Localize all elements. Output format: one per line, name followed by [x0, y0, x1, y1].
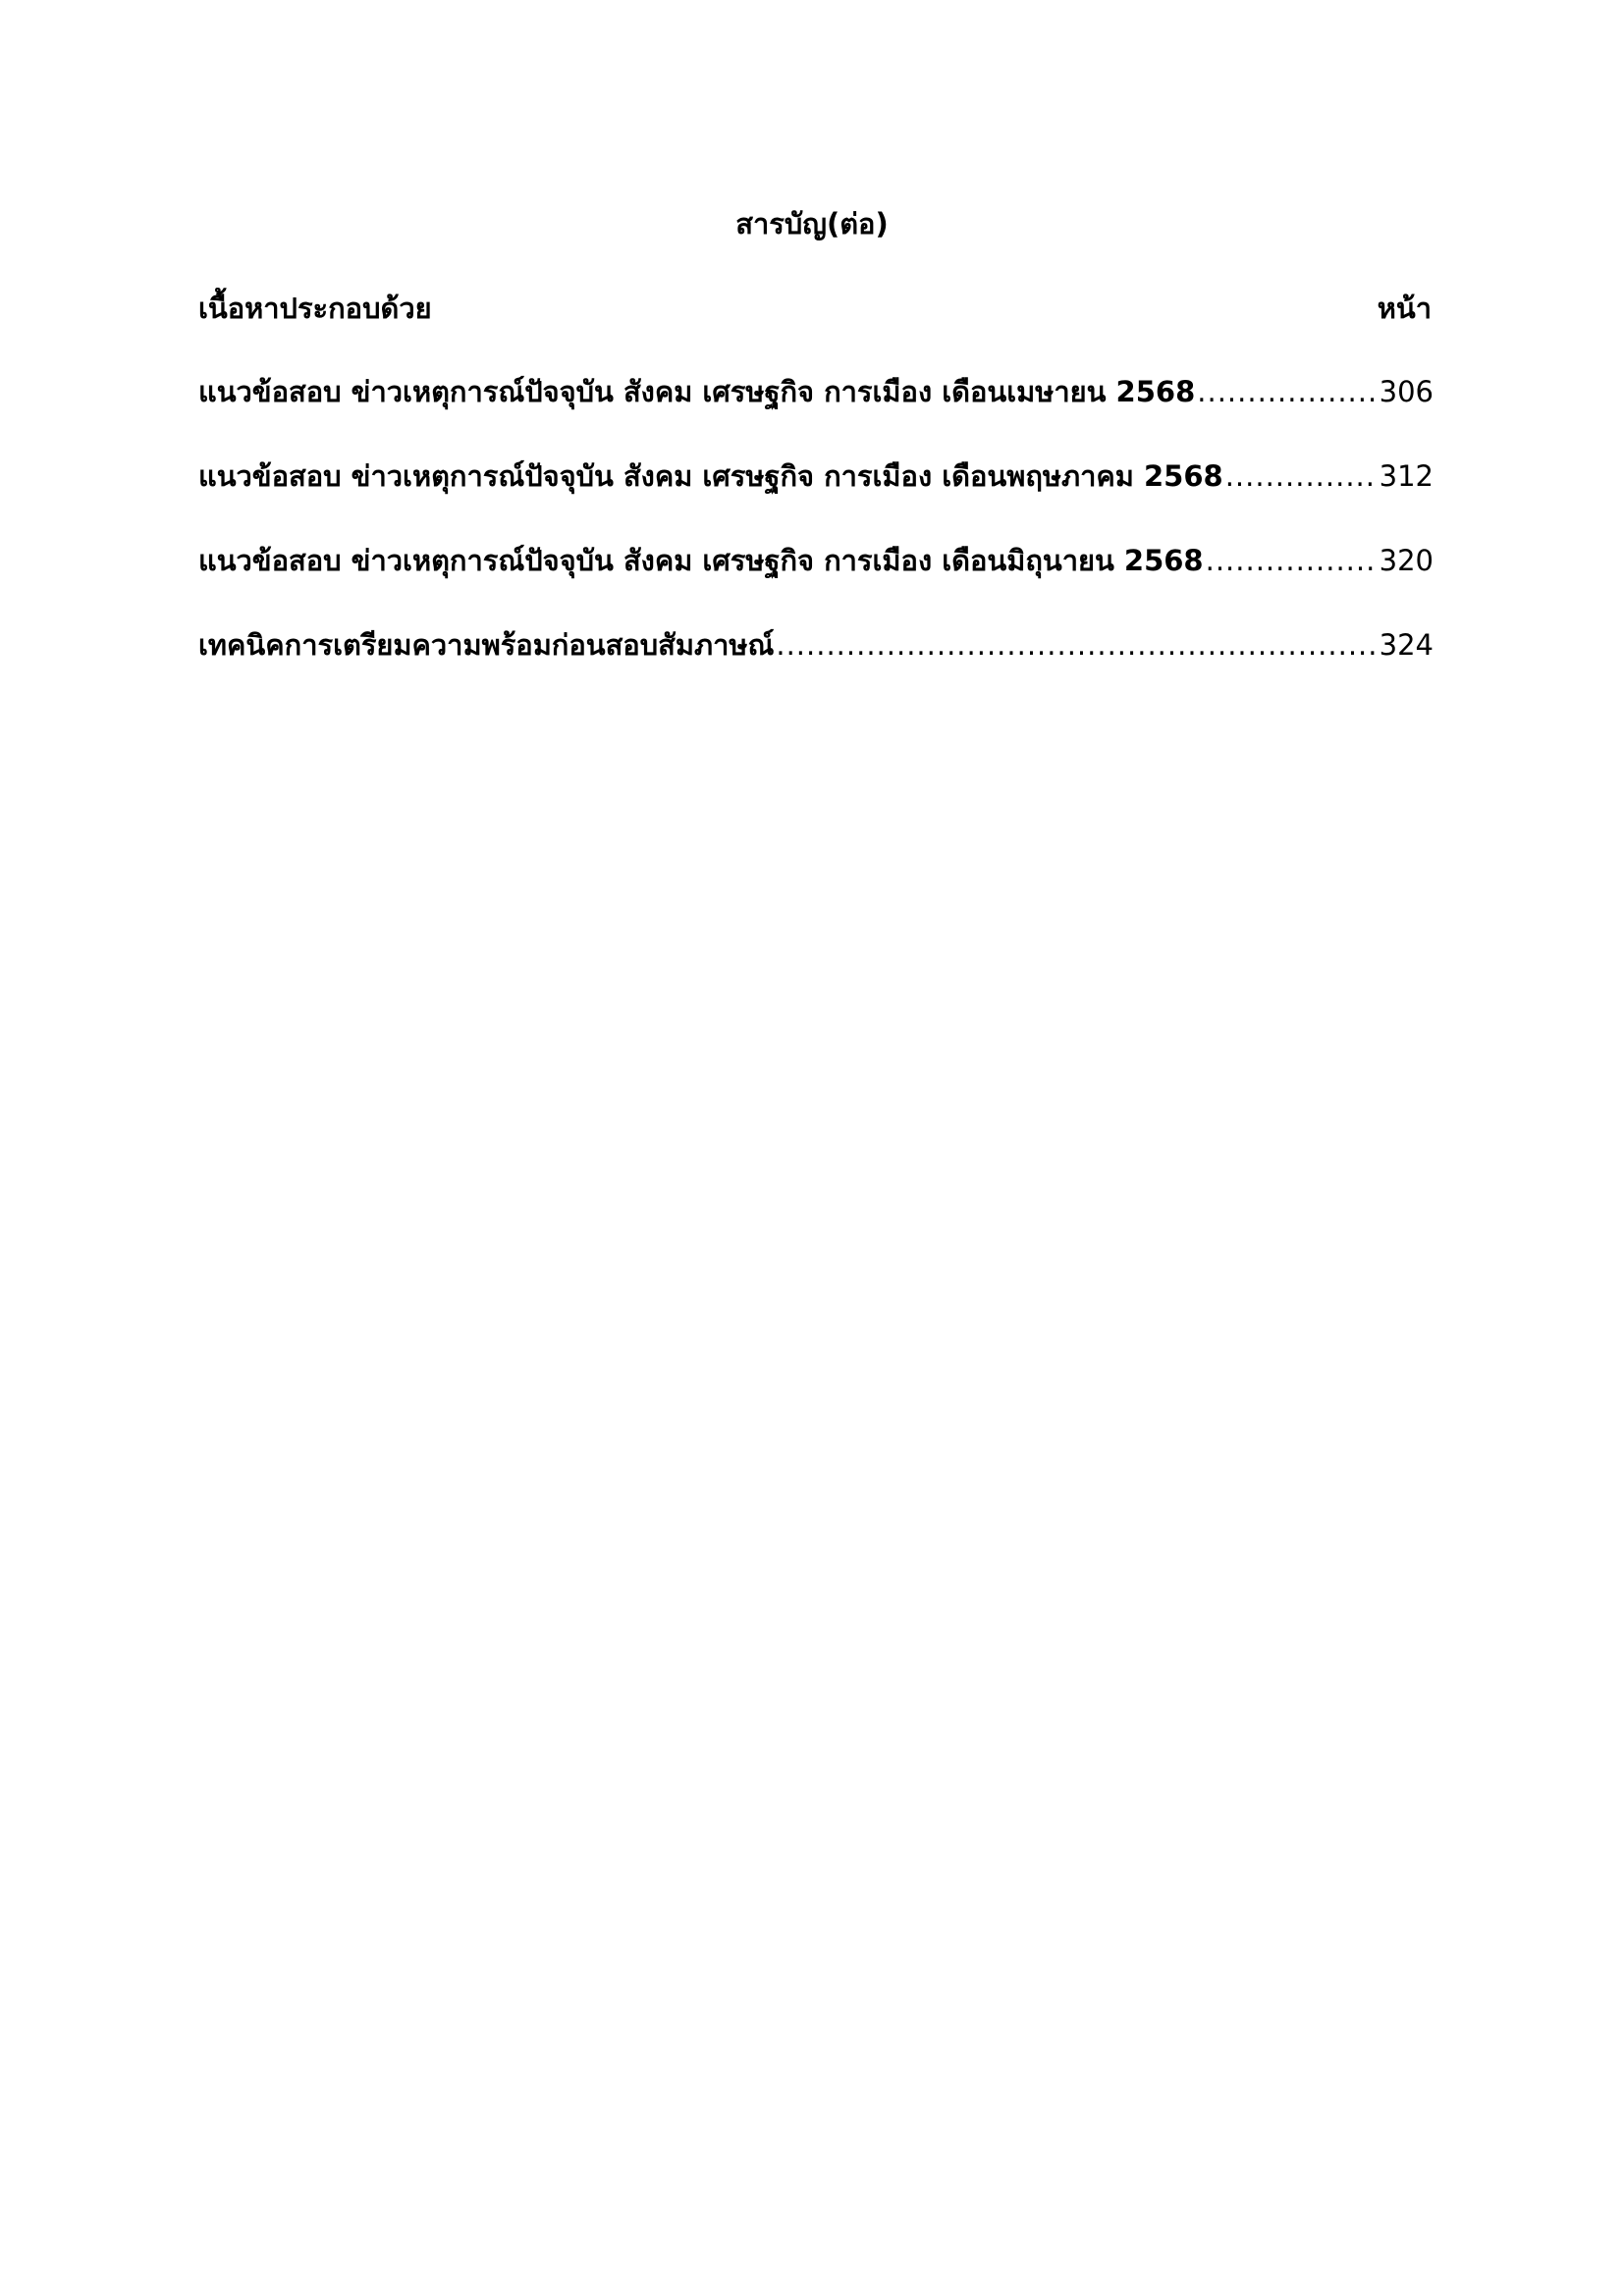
toc-entry[interactable] — [198, 536, 1434, 620]
toc-entry-title: แนวข้อสอบ ข่าวเหตุการณ์ปัจจุบัน สังคม เศรษฐกิจ การเมือง เดือนพฤษภาคม 2568 — [198, 459, 1223, 493]
toc-entry-title: แนวข้อสอบ ข่าวเหตุการณ์ปัจจุบัน สังคม เศรษฐกิจ การเมือง เดือนมิถุนายน 2568 — [198, 544, 1204, 577]
dot-leader — [1225, 452, 1378, 501]
toc-list — [198, 367, 1434, 705]
toc-entry-page: 306 — [1379, 375, 1434, 408]
dot-leader — [1197, 367, 1377, 416]
toc-entry-page: 324 — [1379, 628, 1434, 662]
page-column-label: หน้า — [1377, 292, 1432, 325]
toc-entry-page: 312 — [1379, 459, 1434, 493]
toc-entry-title: เทคนิคการเตรียมความพร้อมก่อนสอบสัมภาษณ์ — [198, 628, 775, 662]
toc-header — [198, 284, 1432, 333]
toc-title: สารบัญ(ต่อ) — [735, 207, 889, 240]
dot-leader — [1206, 536, 1378, 585]
toc-entry[interactable] — [198, 367, 1434, 452]
toc-entry[interactable] — [198, 452, 1434, 536]
content-column-label: เนื้อหาประกอบด้วย — [198, 292, 432, 325]
toc-entry-page: 320 — [1379, 544, 1434, 577]
toc-entry-title: แนวข้อสอบ ข่าวเหตุการณ์ปัจจุบัน สังคม เศรษฐกิจ การเมือง เดือนเมษายน 2568 — [198, 375, 1196, 408]
dot-leader — [776, 620, 1377, 669]
toc-entry[interactable] — [198, 620, 1434, 705]
